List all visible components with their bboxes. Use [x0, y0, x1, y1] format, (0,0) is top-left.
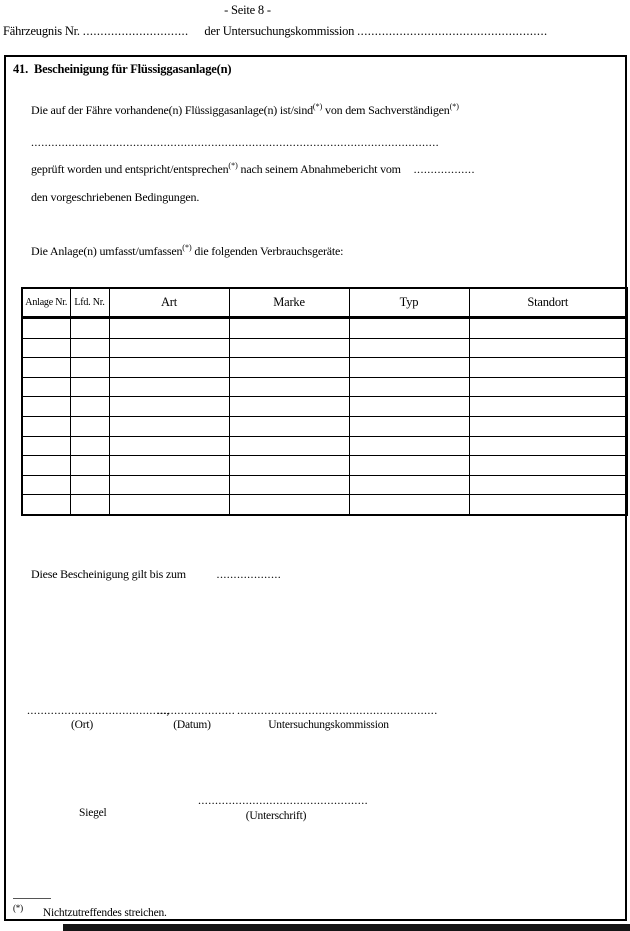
paragraph-devices-intro — [31, 244, 343, 259]
table-cell-empty — [349, 358, 469, 378]
validity-line — [31, 567, 281, 582]
table-cell-empty — [469, 495, 627, 515]
footnote-text: Nichtzutreffendes streichen. — [42, 906, 167, 919]
table-cell-empty — [349, 475, 469, 495]
table-cell-empty — [349, 495, 469, 515]
table-cell-empty — [349, 377, 469, 397]
table-row — [22, 377, 627, 397]
table-cell-empty — [70, 456, 109, 476]
table-cell-empty — [349, 436, 469, 456]
table-cell-empty — [109, 495, 229, 515]
table-row — [22, 397, 627, 417]
commission-label: der Untersuchungskommission — [204, 24, 355, 38]
sentence2-part1: geprüft worden und entspricht/entsprechen — [31, 162, 229, 176]
table-cell-empty — [229, 495, 349, 515]
col-header-standort: Standort — [469, 288, 627, 318]
section-41-box — [4, 55, 627, 921]
table-cell-empty — [469, 397, 627, 417]
date-blank: ....................... — [157, 703, 236, 717]
table-cell-empty — [469, 377, 627, 397]
table-cell-empty — [22, 338, 70, 358]
commission-name-blank: ...................................................... — [357, 24, 548, 38]
table-cell-empty — [229, 475, 349, 495]
footnote-marker-icon: (*) — [13, 903, 23, 913]
sentence1-part2: von dem Sachverständigen — [322, 103, 450, 117]
commission-signature-label: Untersuchungskommission — [268, 719, 389, 731]
table-header-row — [22, 288, 627, 318]
table-cell-empty — [70, 416, 109, 436]
table-cell-empty — [229, 377, 349, 397]
col-header-art: Art — [109, 288, 229, 318]
table-cell-empty — [229, 416, 349, 436]
table-cell-empty — [70, 358, 109, 378]
section-number: 41. — [13, 62, 29, 76]
commission-signature-blank: ........................................................... — [237, 703, 438, 717]
table-cell-empty — [349, 338, 469, 358]
table-cell-empty — [229, 358, 349, 378]
sentence1-part1: Die auf der Fähre vorhandene(n) Flüssiggasanlage(n) ist/sind — [31, 103, 313, 117]
table-cell-empty — [22, 377, 70, 397]
paragraph-installation — [31, 103, 459, 118]
ferry-certificate-label: Fährzeugnis Nr. — [3, 24, 80, 38]
table-cell-empty — [469, 456, 627, 476]
report-date-blank: .................. — [413, 162, 475, 176]
table-cell-empty — [109, 338, 229, 358]
table-cell-empty — [349, 397, 469, 417]
table-cell-empty — [229, 397, 349, 417]
table-cell-empty — [469, 436, 627, 456]
table-cell-empty — [109, 475, 229, 495]
table-cell-empty — [469, 318, 627, 339]
table-row — [22, 495, 627, 515]
col-header-marke: Marke — [229, 288, 349, 318]
table-cell-empty — [109, 397, 229, 417]
col-header-lfd-nr: Lfd. Nr. — [70, 288, 109, 318]
col-header-typ: Typ — [349, 288, 469, 318]
signature-label: (Unterschrift) — [245, 810, 307, 822]
table-cell-empty — [22, 495, 70, 515]
table-cell-empty — [109, 416, 229, 436]
table-row — [22, 456, 627, 476]
footnote — [13, 903, 167, 919]
table-cell-empty — [70, 338, 109, 358]
table-cell-empty — [70, 318, 109, 339]
table-cell-empty — [469, 416, 627, 436]
paragraph-conditions: den vorgeschriebenen Bedingungen. — [31, 190, 200, 204]
page-number: - Seite 8 - — [224, 3, 271, 17]
table-cell-empty — [70, 475, 109, 495]
validity-date-blank: ................... — [216, 567, 282, 581]
table-cell-empty — [22, 475, 70, 495]
footnote-marker-icon: (*) — [312, 102, 323, 111]
signature-labels-row — [6, 719, 625, 735]
table-cell-empty — [22, 358, 70, 378]
table-cell-empty — [229, 338, 349, 358]
sentence2-part2: nach seinem Abnahmebericht vom — [237, 162, 401, 176]
scan-edge-artifact — [63, 924, 630, 931]
table-cell-empty — [109, 377, 229, 397]
table-cell-empty — [70, 436, 109, 456]
table-cell-empty — [22, 456, 70, 476]
sentence4-part2: die folgenden Verbrauchsgeräte: — [191, 244, 344, 258]
table-cell-empty — [229, 436, 349, 456]
table-cell-empty — [22, 318, 70, 339]
table-cell-empty — [109, 436, 229, 456]
table-body — [22, 318, 627, 515]
table-row — [22, 416, 627, 436]
ferry-certificate-number-blank: .............................. — [82, 24, 189, 38]
table-cell-empty — [469, 358, 627, 378]
table-cell-empty — [229, 318, 349, 339]
table-row — [22, 338, 627, 358]
table-row — [22, 318, 627, 339]
table-cell-empty — [349, 318, 469, 339]
table-row — [22, 475, 627, 495]
footnote-marker-icon: (*) — [228, 161, 238, 170]
table-cell-empty — [109, 358, 229, 378]
table-cell-empty — [22, 436, 70, 456]
table-cell-empty — [469, 338, 627, 358]
table-cell-empty — [70, 495, 109, 515]
table-cell-empty — [349, 416, 469, 436]
paragraph-inspection — [31, 162, 475, 177]
section-title — [13, 62, 231, 77]
footnote-marker-icon: (*) — [182, 243, 192, 252]
signature-lines-row — [6, 703, 625, 719]
date-label: (Datum) — [173, 719, 211, 731]
table-cell-empty — [109, 318, 229, 339]
table-cell-empty — [70, 377, 109, 397]
table-cell-empty — [22, 397, 70, 417]
sentence4-part1: Die Anlage(n) umfasst/umfassen — [31, 244, 183, 258]
footnote-divider — [13, 898, 51, 899]
place-label: (Ort) — [71, 719, 93, 731]
table-row — [22, 358, 627, 378]
col-header-anlage-nr: Anlage Nr. — [22, 288, 70, 318]
document-header-line — [3, 24, 548, 39]
table-cell-empty — [469, 475, 627, 495]
table-cell-empty — [349, 456, 469, 476]
section-title-text: Bescheinigung für Flüssiggasanlage(n) — [34, 62, 232, 76]
table-row — [22, 436, 627, 456]
table-cell-empty — [109, 456, 229, 476]
expert-name-blank: ........................................................................................................................ — [31, 135, 439, 149]
footnote-marker-icon: (*) — [449, 102, 459, 111]
table-cell-empty — [70, 397, 109, 417]
devices-table — [21, 287, 628, 516]
place-blank: ........................................., — [27, 703, 170, 717]
validity-label: Diese Bescheinigung gilt bis zum — [31, 567, 186, 581]
seal-label: Siegel — [79, 807, 107, 819]
table-cell-empty — [229, 456, 349, 476]
signature-blank: .................................................. — [198, 793, 368, 807]
table-cell-empty — [22, 416, 70, 436]
